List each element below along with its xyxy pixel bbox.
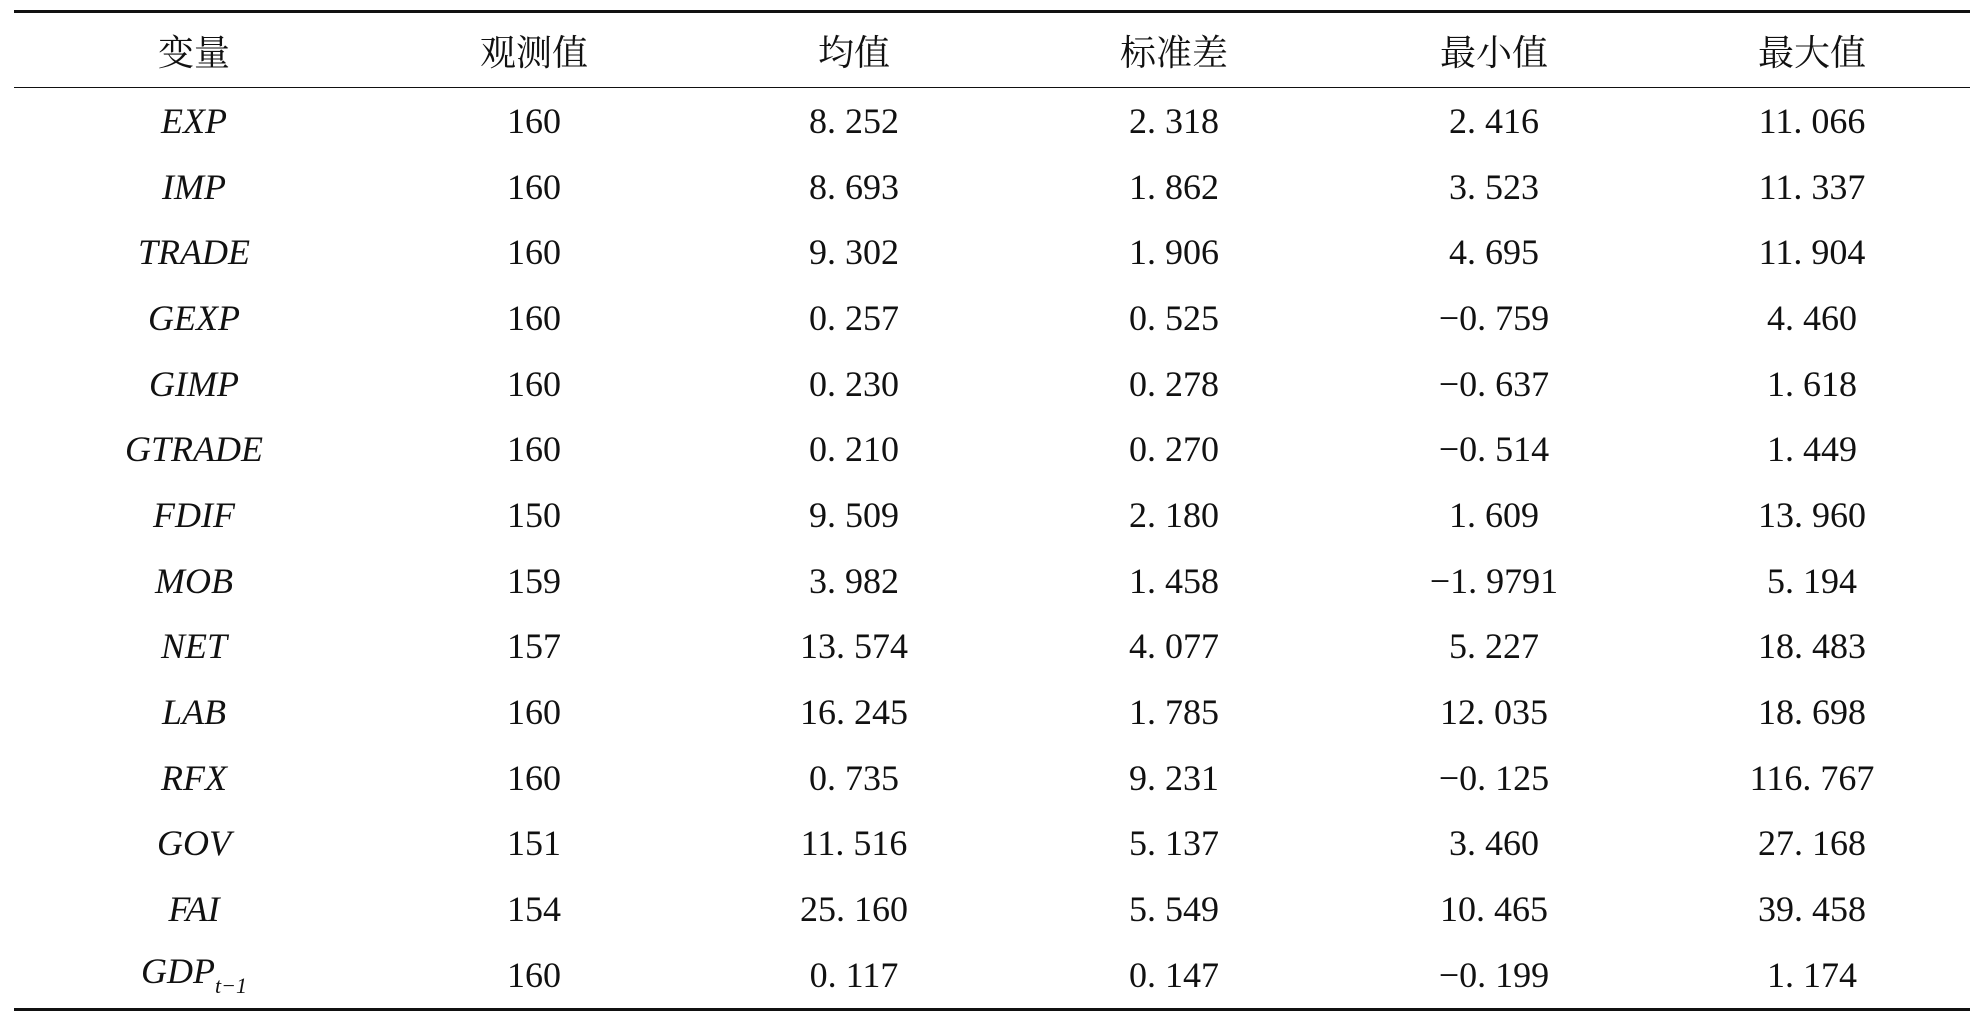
variable-name: LAB: [161, 692, 226, 733]
cell-max: 1. 618: [1767, 363, 1857, 404]
cell-observations: 160: [507, 100, 561, 141]
cell-max: 1. 449: [1767, 429, 1857, 470]
cell-std-dev: 9. 231: [1129, 757, 1219, 798]
header-std-dev: 标准差: [1119, 32, 1228, 73]
cell-std-dev: 1. 862: [1129, 166, 1219, 207]
cell-mean: 0. 230: [809, 363, 899, 404]
variable-name: GIMP: [149, 363, 239, 404]
cell-observations: 150: [507, 494, 561, 535]
cell-variable: [14, 351, 374, 417]
cell-mean: 0. 210: [809, 429, 899, 470]
variable-name: EXP: [161, 100, 227, 141]
variable-name: IMP: [162, 166, 226, 207]
table-row: [14, 876, 1970, 942]
cell-observations: 160: [507, 429, 561, 470]
cell-mean: 0. 735: [809, 757, 899, 798]
table-row: [14, 285, 1970, 351]
variable-name: FDIF: [153, 494, 235, 535]
cell-mean: 0. 117: [809, 954, 899, 995]
cell-observations: 157: [507, 626, 561, 667]
table-row: [14, 548, 1970, 614]
table-row: [14, 482, 1970, 548]
cell-min: 2. 416: [1449, 100, 1539, 141]
cell-std-dev: 2. 180: [1129, 494, 1219, 535]
cell-mean: 25. 160: [800, 889, 908, 930]
cell-max: 11. 066: [1758, 100, 1866, 141]
cell-variable: [14, 88, 374, 154]
cell-max: 39. 458: [1758, 889, 1866, 930]
table-row: [14, 416, 1970, 482]
cell-std-dev: 5. 137: [1129, 823, 1219, 864]
cell-std-dev: 0. 270: [1129, 429, 1219, 470]
cell-std-dev: 4. 077: [1129, 626, 1219, 667]
header-mean: 均值: [817, 32, 890, 73]
cell-variable: [14, 154, 374, 220]
cell-std-dev: 1. 785: [1129, 692, 1219, 733]
variable-name: TRADE: [138, 232, 250, 273]
table-row: [14, 942, 1970, 1009]
cell-max: 11. 904: [1758, 232, 1866, 273]
cell-min: 5. 227: [1449, 626, 1539, 667]
cell-observations: 154: [507, 889, 561, 930]
cell-min: −0. 514: [1438, 429, 1550, 470]
cell-observations: 160: [507, 297, 561, 338]
header-min: 最小值: [1439, 32, 1548, 73]
cell-variable: [14, 942, 374, 1009]
cell-observations: 160: [507, 954, 561, 995]
variable-name: FAI: [168, 889, 220, 930]
cell-std-dev: 1. 906: [1129, 232, 1219, 273]
cell-std-dev: 1. 458: [1129, 560, 1219, 601]
cell-max: 18. 698: [1758, 692, 1866, 733]
cell-variable: [14, 548, 374, 614]
variable-name: RFX: [161, 757, 227, 798]
variable-name: GEXP: [148, 297, 240, 338]
table-row: [14, 88, 1970, 154]
cell-min: −0. 759: [1438, 297, 1550, 338]
cell-min: −1. 9791: [1429, 560, 1559, 601]
table-row: [14, 811, 1970, 877]
cell-variable: [14, 745, 374, 811]
cell-min: 10. 465: [1440, 889, 1548, 930]
cell-max: 13. 960: [1758, 494, 1866, 535]
cell-mean: 9. 509: [809, 494, 899, 535]
cell-min: −0. 199: [1438, 954, 1550, 995]
cell-observations: 160: [507, 166, 561, 207]
cell-min: −0. 125: [1438, 757, 1550, 798]
cell-min: 12. 035: [1440, 692, 1548, 733]
cell-min: 3. 523: [1449, 166, 1539, 207]
cell-mean: 3. 982: [809, 560, 899, 601]
header-max: 最大值: [1757, 32, 1866, 73]
table-row: [14, 351, 1970, 417]
descriptive-statistics-table: [14, 10, 1970, 1011]
table-row: [14, 219, 1970, 285]
cell-max: 18. 483: [1758, 626, 1866, 667]
cell-mean: 16. 245: [800, 692, 908, 733]
variable-name: MOB: [155, 560, 233, 601]
cell-min: 4. 695: [1449, 232, 1539, 273]
cell-mean: 13. 574: [800, 626, 908, 667]
cell-variable: [14, 482, 374, 548]
table-body: [14, 88, 1970, 1010]
cell-std-dev: 0. 147: [1129, 954, 1219, 995]
cell-variable: [14, 416, 374, 482]
cell-max: 27. 168: [1758, 823, 1866, 864]
table-header: [14, 12, 1970, 88]
cell-variable: [14, 285, 374, 351]
variable-name: GOV: [157, 823, 231, 864]
cell-std-dev: 5. 549: [1129, 889, 1219, 930]
cell-observations: 160: [507, 757, 561, 798]
cell-mean: 8. 252: [809, 100, 899, 141]
cell-min: 1. 609: [1449, 494, 1539, 535]
header-observations: 观测值: [479, 32, 588, 73]
cell-mean: 8. 693: [809, 166, 899, 207]
cell-std-dev: 2. 318: [1129, 100, 1219, 141]
cell-variable: [14, 811, 374, 877]
variable-name: GTRADE: [125, 429, 263, 470]
variable-name: GDP: [141, 951, 216, 992]
cell-min: −0. 637: [1438, 363, 1550, 404]
cell-std-dev: 0. 525: [1129, 297, 1219, 338]
header-variable: 变量: [157, 32, 230, 73]
cell-variable: [14, 219, 374, 285]
table-row: [14, 679, 1970, 745]
cell-observations: 159: [507, 560, 561, 601]
cell-variable: [14, 876, 374, 942]
cell-max: 116. 767: [1749, 757, 1875, 798]
cell-observations: 151: [507, 823, 561, 864]
cell-observations: 160: [507, 692, 561, 733]
table-row: [14, 154, 1970, 220]
cell-max: 11. 337: [1758, 166, 1866, 207]
cell-observations: 160: [507, 232, 561, 273]
cell-max: 1. 174: [1767, 954, 1857, 995]
cell-mean: 0. 257: [809, 297, 899, 338]
cell-variable: [14, 679, 374, 745]
variable-name: NET: [160, 626, 228, 667]
table-row: [14, 745, 1970, 811]
header-row: [14, 12, 1970, 88]
table-row: [14, 614, 1970, 680]
cell-std-dev: 0. 278: [1129, 363, 1219, 404]
cell-max: 4. 460: [1767, 297, 1857, 338]
cell-mean: 11. 516: [800, 823, 908, 864]
cell-max: 5. 194: [1767, 560, 1857, 601]
cell-mean: 9. 302: [809, 232, 899, 273]
descriptive-statistics-table-container: [14, 10, 1970, 1011]
variable-subscript: t−1: [215, 973, 247, 999]
cell-min: 3. 460: [1449, 823, 1539, 864]
cell-observations: 160: [507, 363, 561, 404]
cell-variable: [14, 614, 374, 680]
